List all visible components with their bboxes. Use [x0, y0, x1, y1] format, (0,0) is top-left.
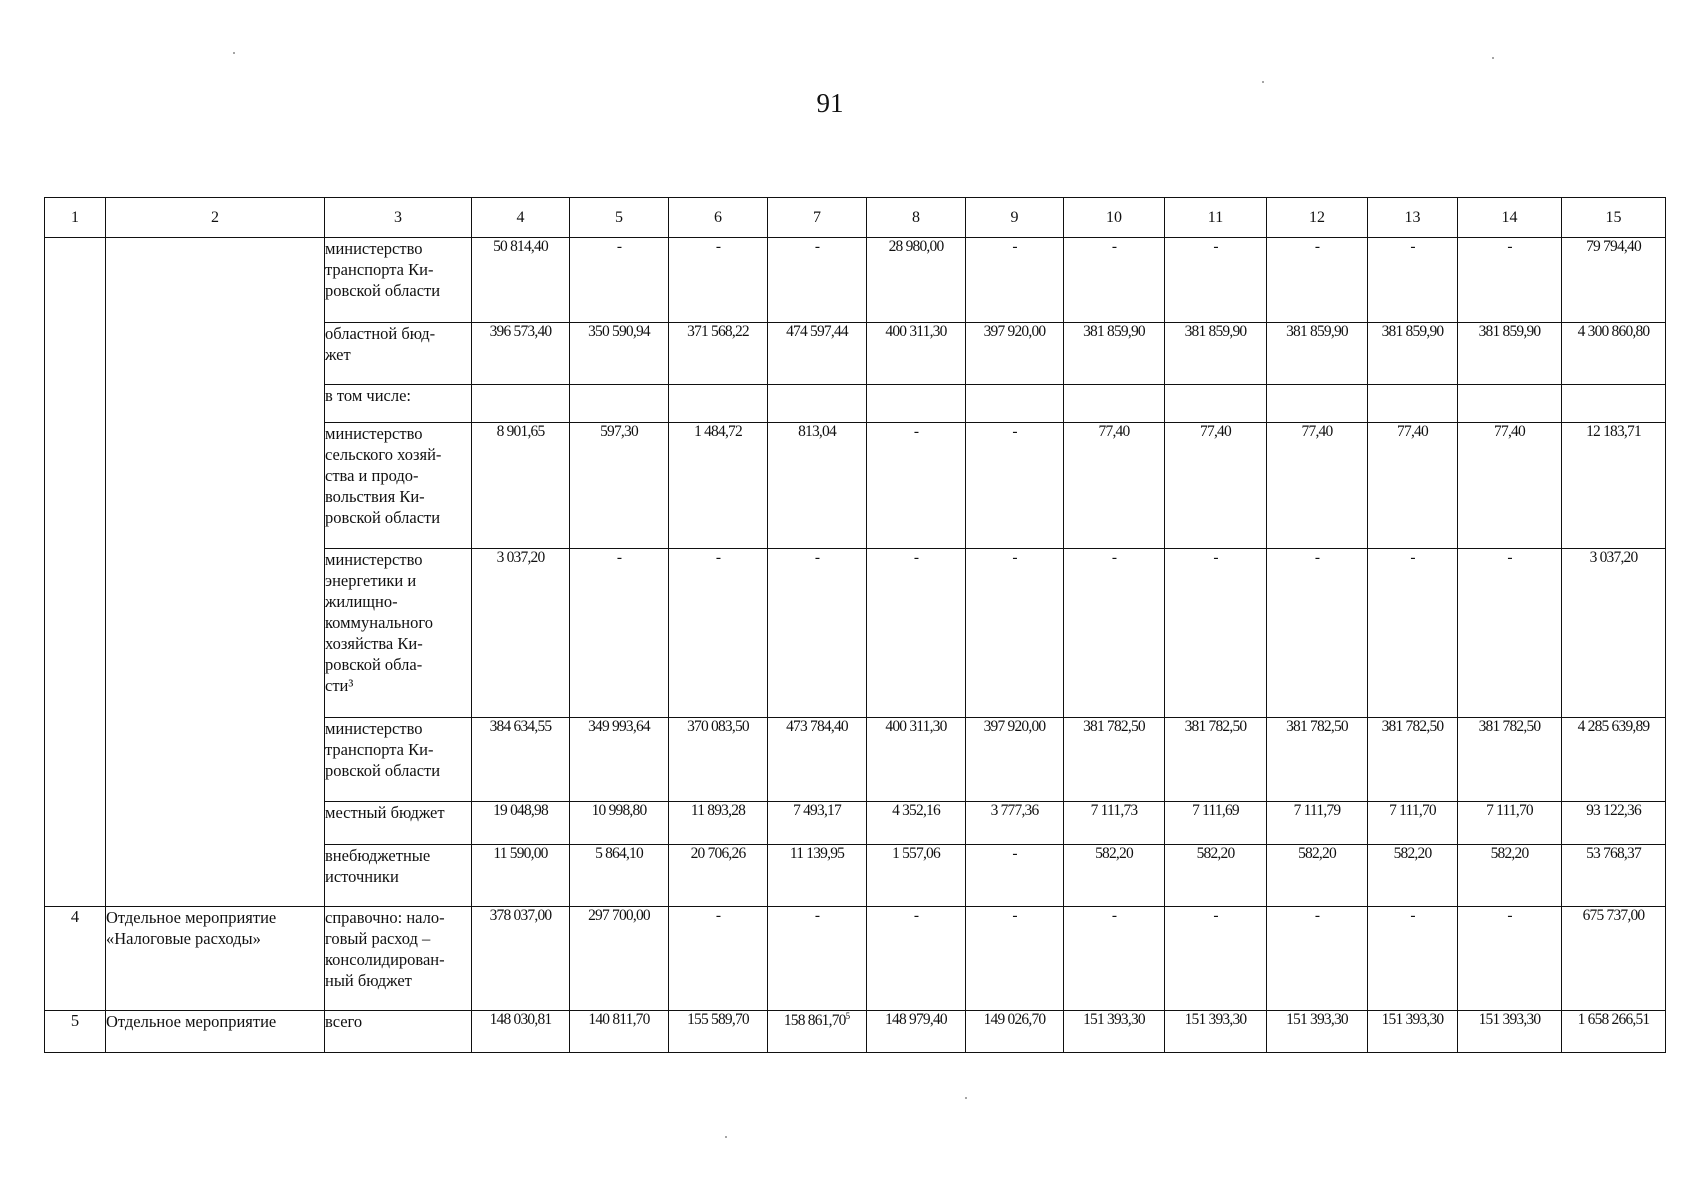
value-cell: 400 311,30 [867, 323, 966, 385]
scan-speck [725, 1136, 727, 1138]
value-cell: 19 048,98 [472, 802, 570, 845]
value-cell: 4 300 860,80 [1562, 323, 1666, 385]
source-label-cell: областной бюд- жет [325, 323, 472, 385]
column-number-header: 9 [966, 198, 1064, 238]
value-cell: 7 111,70 [1368, 802, 1458, 845]
value-cell: 1 658 266,51 [1562, 1011, 1666, 1053]
column-number-header: 2 [106, 198, 325, 238]
value-cell: 378 037,00 [472, 907, 570, 1011]
value-cell: 5 864,10 [570, 845, 669, 907]
value-cell: 381 859,90 [1458, 323, 1562, 385]
value-cell [570, 385, 669, 423]
value-cell: 381 782,50 [1165, 718, 1267, 802]
source-label-cell: справочно: нало- говый расход – консолидирован- ный бюджет [325, 907, 472, 1011]
value-cell: 371 568,22 [669, 323, 768, 385]
value-cell: 381 859,90 [1267, 323, 1368, 385]
value-cell [1458, 385, 1562, 423]
value-cell: 370 083,50 [669, 718, 768, 802]
table-row [45, 238, 1666, 323]
value-cell: 381 782,50 [1368, 718, 1458, 802]
value-cell: 11 139,95 [768, 845, 867, 907]
value-cell: 7 111,73 [1064, 802, 1165, 845]
value-cell: 3 777,36 [966, 802, 1064, 845]
value-cell: - [768, 549, 867, 718]
value-cell: 155 589,70 [669, 1011, 768, 1053]
value-cell: 7 111,69 [1165, 802, 1267, 845]
value-cell: 79 794,40 [1562, 238, 1666, 323]
value-cell: 4 352,16 [867, 802, 966, 845]
value-cell: 1 484,72 [669, 423, 768, 549]
value-cell: 7 111,70 [1458, 802, 1562, 845]
value-cell [1267, 385, 1368, 423]
value-cell: 11 590,00 [472, 845, 570, 907]
value-cell: - [1458, 549, 1562, 718]
value-cell: 151 393,30 [1064, 1011, 1165, 1053]
value-cell: 7 111,79 [1267, 802, 1368, 845]
value-cell: - [669, 907, 768, 1011]
value-cell: 77,40 [1458, 423, 1562, 549]
value-cell: 400 311,30 [867, 718, 966, 802]
value-cell: 474 597,44 [768, 323, 867, 385]
value-cell: 77,40 [1368, 423, 1458, 549]
value-cell: - [867, 423, 966, 549]
row-name-cell: Отдельное мероприятие [106, 1011, 325, 1053]
source-label-cell: в том числе: [325, 385, 472, 423]
value-cell: - [1064, 238, 1165, 323]
value-cell: 7 493,17 [768, 802, 867, 845]
value-cell: 77,40 [1267, 423, 1368, 549]
column-number-header: 10 [1064, 198, 1165, 238]
source-label-cell: местный бюджет [325, 802, 472, 845]
value-cell: - [966, 845, 1064, 907]
scan-speck [965, 1097, 967, 1099]
value-cell [1165, 385, 1267, 423]
source-label-cell: министерство транспорта Ки- ровской области [325, 718, 472, 802]
value-cell: 151 393,30 [1458, 1011, 1562, 1053]
budget-table [44, 197, 1666, 1053]
value-cell: 582,20 [1165, 845, 1267, 907]
value-cell: 349 993,64 [570, 718, 669, 802]
value-cell: 473 784,40 [768, 718, 867, 802]
footnote-marker: 5 [845, 1011, 851, 1021]
value-cell: 381 859,90 [1368, 323, 1458, 385]
row-name-cell [106, 238, 325, 907]
value-cell: - [1368, 907, 1458, 1011]
value-cell: - [570, 238, 669, 323]
value-cell [1368, 385, 1458, 423]
value-cell: 582,20 [1368, 845, 1458, 907]
value-cell: 381 859,90 [1165, 323, 1267, 385]
value-cell: 381 782,50 [1064, 718, 1165, 802]
value-cell: - [1165, 907, 1267, 1011]
column-number-header: 4 [472, 198, 570, 238]
value-cell: - [1458, 907, 1562, 1011]
value-cell: 813,04 [768, 423, 867, 549]
value-cell: 675 737,00 [1562, 907, 1666, 1011]
row-index-cell: 5 [45, 1011, 106, 1053]
column-number-header: 3 [325, 198, 472, 238]
value-cell [1064, 385, 1165, 423]
value-cell: - [1368, 549, 1458, 718]
source-label-cell: министерство энергетики и жилищно- коммунального хозяйства Ки- ровской обла- сти³ [325, 549, 472, 718]
value-cell [1562, 385, 1666, 423]
value-cell: 381 782,50 [1458, 718, 1562, 802]
source-label-cell: министерство транспорта Ки- ровской области [325, 238, 472, 323]
value-cell [768, 385, 867, 423]
value-cell: - [966, 423, 1064, 549]
value-cell: 397 920,00 [966, 718, 1064, 802]
source-label-cell: всего [325, 1011, 472, 1053]
value-cell: - [1368, 238, 1458, 323]
scan-speck [1262, 81, 1264, 83]
value-cell: 384 634,55 [472, 718, 570, 802]
column-number-header: 5 [570, 198, 669, 238]
value-cell: - [1267, 549, 1368, 718]
value-cell: - [966, 238, 1064, 323]
row-index-cell [45, 238, 106, 907]
source-label-cell: внебюджетные источники [325, 845, 472, 907]
value-cell: - [768, 238, 867, 323]
value-cell: 297 700,00 [570, 907, 669, 1011]
column-number-header: 1 [45, 198, 106, 238]
source-label-cell: министерство сельского хозяй- ства и продо- вольствия Ки- ровской области [325, 423, 472, 549]
value-cell [472, 385, 570, 423]
value-cell: 396 573,40 [472, 323, 570, 385]
value-cell: - [669, 238, 768, 323]
value-cell: 582,20 [1458, 845, 1562, 907]
row-name-cell: Отдельное мероприятие «Налоговые расходы» [106, 907, 325, 1011]
value-cell: - [1064, 907, 1165, 1011]
value-cell: - [867, 907, 966, 1011]
column-number-header: 11 [1165, 198, 1267, 238]
value-cell: 582,20 [1064, 845, 1165, 907]
value-cell: 151 393,30 [1368, 1011, 1458, 1053]
column-number-header: 13 [1368, 198, 1458, 238]
value-cell: 148 030,81 [472, 1011, 570, 1053]
table-row [45, 1011, 1666, 1053]
value-cell: 381 782,50 [1267, 718, 1368, 802]
value-cell: 50 814,40 [472, 238, 570, 323]
column-number-header: 15 [1562, 198, 1666, 238]
value-cell: 28 980,00 [867, 238, 966, 323]
page-number: 91 [816, 88, 844, 118]
value-cell: 53 768,37 [1562, 845, 1666, 907]
column-number-header: 14 [1458, 198, 1562, 238]
value-cell [966, 385, 1064, 423]
value-cell [867, 385, 966, 423]
scan-speck [233, 52, 235, 54]
value-cell: 1 557,06 [867, 845, 966, 907]
value-cell: 8 901,65 [472, 423, 570, 549]
value-cell: - [1267, 238, 1368, 323]
value-cell: 3 037,20 [1562, 549, 1666, 718]
value-cell: 582,20 [1267, 845, 1368, 907]
table-header-row [45, 198, 1666, 238]
value-cell: 151 393,30 [1267, 1011, 1368, 1053]
value-cell: - [570, 549, 669, 718]
value-cell: 3 037,20 [472, 549, 570, 718]
value-cell: - [966, 549, 1064, 718]
column-number-header: 8 [867, 198, 966, 238]
value-cell: - [1064, 549, 1165, 718]
value-cell: 77,40 [1165, 423, 1267, 549]
value-cell: 10 998,80 [570, 802, 669, 845]
value-cell: 151 393,30 [1165, 1011, 1267, 1053]
value-cell: 12 183,71 [1562, 423, 1666, 549]
value-cell: - [867, 549, 966, 718]
value-cell: 140 811,70 [570, 1011, 669, 1053]
value-cell: 11 893,28 [669, 802, 768, 845]
value-cell: - [1458, 238, 1562, 323]
value-cell: 148 979,40 [867, 1011, 966, 1053]
value-cell: 77,40 [1064, 423, 1165, 549]
value-cell: 158 861,70$^5$ [768, 1011, 867, 1053]
value-cell: 381 859,90 [1064, 323, 1165, 385]
value-cell: 597,30 [570, 423, 669, 549]
value-cell: 350 590,94 [570, 323, 669, 385]
scan-speck [1492, 57, 1494, 59]
row-index-cell: 4 [45, 907, 106, 1011]
value-cell: 149 026,70 [966, 1011, 1064, 1053]
column-number-header: 12 [1267, 198, 1368, 238]
table-row [45, 907, 1666, 1011]
value-cell: - [768, 907, 867, 1011]
value-cell: - [1165, 238, 1267, 323]
value-cell: 397 920,00 [966, 323, 1064, 385]
value-cell: - [669, 549, 768, 718]
column-number-header: 6 [669, 198, 768, 238]
value-cell: - [966, 907, 1064, 1011]
value-cell: - [1267, 907, 1368, 1011]
value-cell [669, 385, 768, 423]
column-number-header: 7 [768, 198, 867, 238]
value-cell: 4 285 639,89 [1562, 718, 1666, 802]
value-cell: 20 706,26 [669, 845, 768, 907]
value-cell: - [1165, 549, 1267, 718]
value-cell: 93 122,36 [1562, 802, 1666, 845]
